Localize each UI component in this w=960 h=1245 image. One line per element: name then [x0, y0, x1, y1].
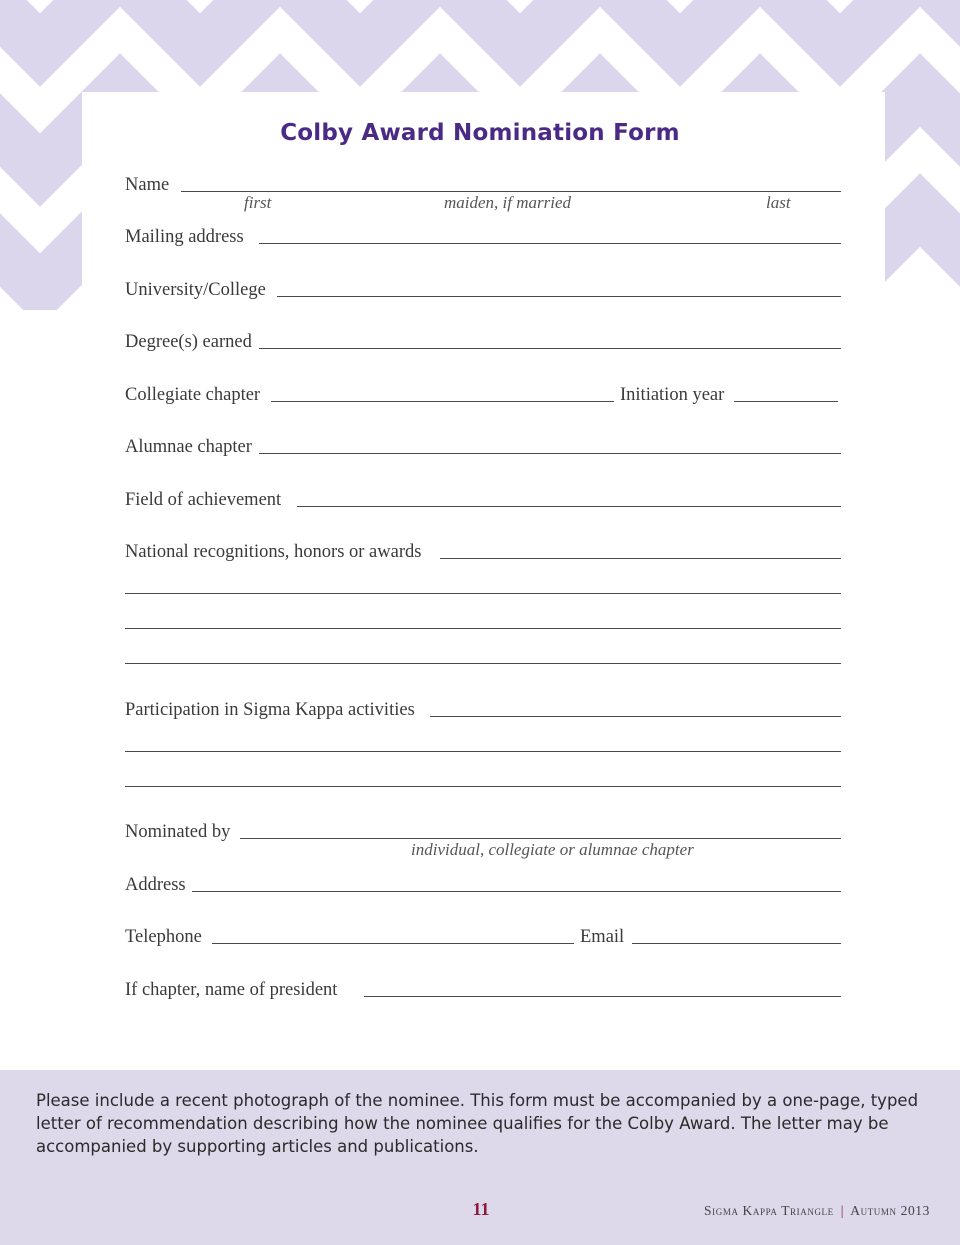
telephone-label: Telephone: [125, 927, 202, 947]
national-recognitions-line-4[interactable]: [125, 663, 841, 664]
nominated-by-hint: individual, collegiate or alumnae chapter: [411, 840, 694, 859]
publication-name: Sigma Kappa Triangle: [704, 1203, 834, 1218]
name-label: Name: [125, 175, 170, 195]
field-of-achievement-field[interactable]: [297, 506, 841, 507]
telephone-field[interactable]: [212, 943, 574, 944]
address-field[interactable]: [192, 891, 841, 892]
nominated-by-field[interactable]: [240, 838, 841, 839]
chapter-president-field[interactable]: [364, 996, 841, 997]
address-label: Address: [125, 875, 186, 895]
page-number: 11: [472, 1199, 490, 1219]
participation-line-2[interactable]: [125, 751, 841, 752]
name-maiden-hint: maiden, if married: [444, 193, 572, 212]
degrees-label: Degree(s) earned: [125, 332, 252, 352]
participation-field[interactable]: [430, 716, 841, 717]
field-of-achievement-label: Field of achievement: [125, 490, 282, 510]
name-last-hint: last: [766, 193, 791, 212]
initiation-year-field[interactable]: [734, 401, 838, 402]
email-label: Email: [580, 927, 625, 947]
mailing-address-label: Mailing address: [125, 227, 244, 247]
alumnae-chapter-label: Alumnae chapter: [125, 437, 252, 457]
alumnae-chapter-field[interactable]: [259, 453, 841, 454]
mailing-address-field[interactable]: [259, 243, 841, 244]
nominated-by-label: Nominated by: [125, 822, 231, 842]
footer-separator: |: [840, 1203, 845, 1218]
national-recognitions-label: National recognitions, honors or awards: [125, 542, 422, 562]
national-recognitions-line-3[interactable]: [125, 628, 841, 629]
name-first-hint: first: [244, 193, 272, 212]
collegiate-chapter-field[interactable]: [271, 401, 614, 402]
issue-name: Autumn 2013: [850, 1203, 930, 1218]
degrees-field[interactable]: [259, 348, 841, 349]
collegiate-chapter-label: Collegiate chapter: [125, 385, 261, 405]
university-field[interactable]: [277, 296, 841, 297]
email-field[interactable]: [632, 943, 841, 944]
running-footer: [704, 1203, 930, 1219]
form-title: Colby Award Nomination Form: [280, 120, 680, 146]
footer-note: Please include a recent photograph of the nominee. This form must be accompanied by a one-page, typed letter of recommendation describing how the nominee qualifies for the Colby Award. The letter may be accompanied by supporting articles and publications.: [36, 1091, 919, 1156]
chapter-president-label: If chapter, name of president: [125, 980, 338, 1000]
initiation-year-label: Initiation year: [620, 385, 725, 405]
participation-line-3[interactable]: [125, 786, 841, 787]
name-field[interactable]: [181, 191, 841, 192]
national-recognitions-field[interactable]: [440, 558, 841, 559]
national-recognitions-line-2[interactable]: [125, 593, 841, 594]
participation-label: Participation in Sigma Kappa activities: [125, 700, 415, 720]
university-label: University/College: [125, 280, 266, 300]
